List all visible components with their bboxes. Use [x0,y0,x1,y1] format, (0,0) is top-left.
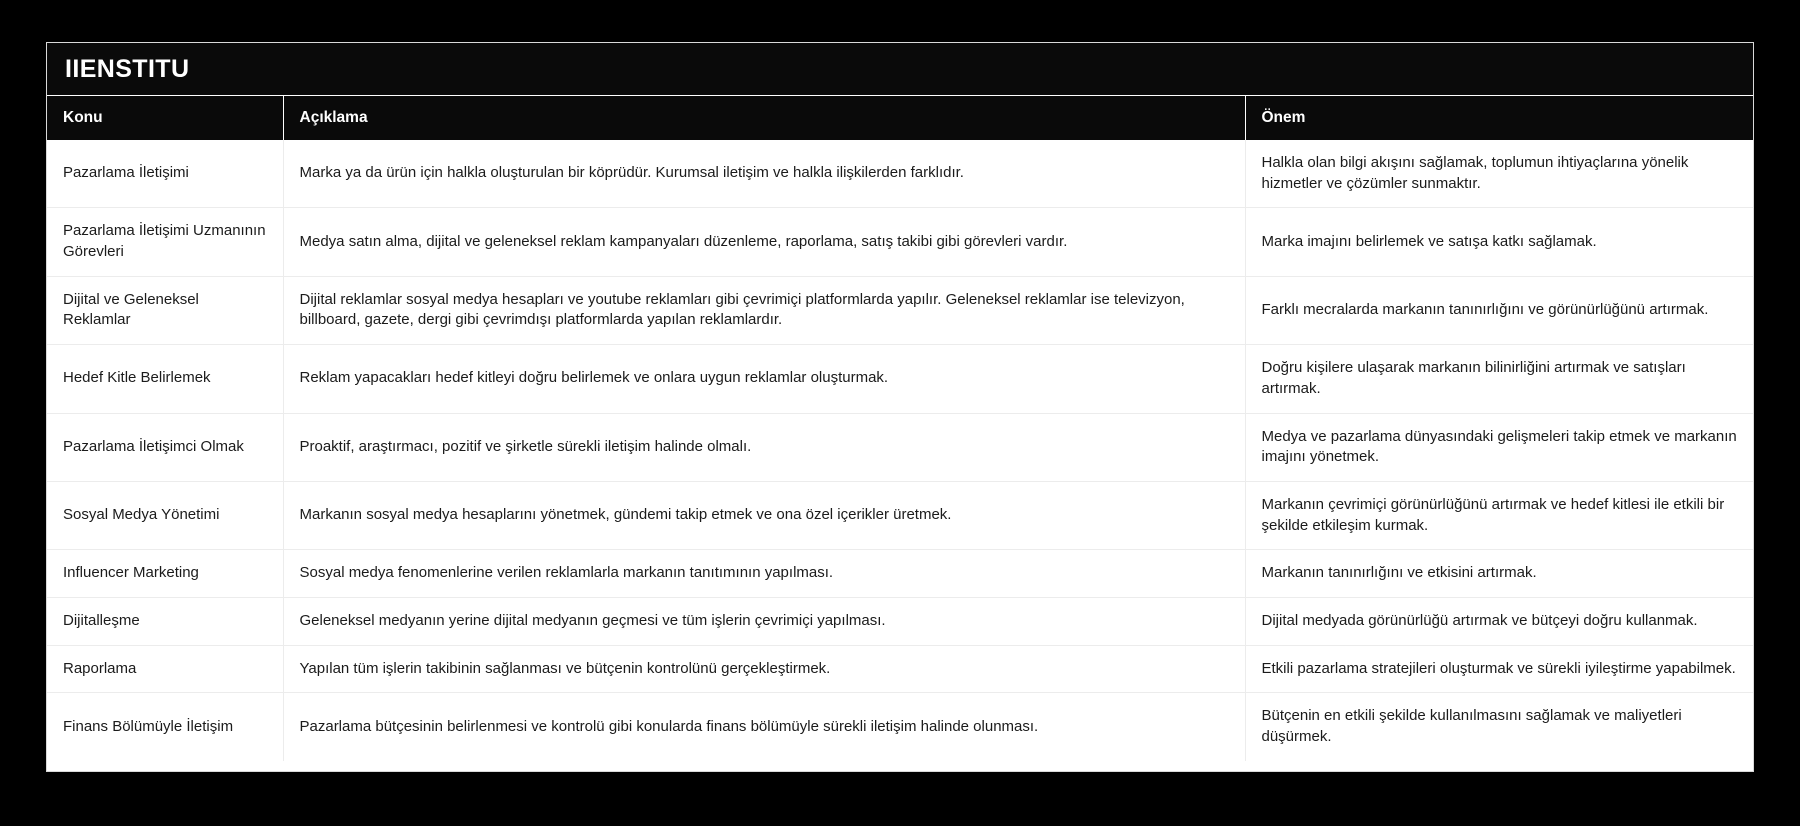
cell-konu: Sosyal Medya Yönetimi [47,481,283,549]
cell-aciklama: Dijital reklamlar sosyal medya hesapları ve youtube reklamları gibi çevrimiçi platformlarda yapılır. Geleneksel reklamlar ise televizyon, billboard, gazete, dergi gibi çevrimdışı platformlarda yapılan reklamlardır. [283,276,1245,344]
cell-onem: Medya ve pazarlama dünyasındaki gelişmeleri takip etmek ve markanın imajını yönetmek. [1245,413,1753,481]
cell-onem: Doğru kişilere ulaşarak markanın bilinirliğini artırmak ve satışları artırmak. [1245,345,1753,413]
cell-onem: Etkili pazarlama stratejileri oluşturmak ve sürekli iyileştirme yapabilmek. [1245,645,1753,693]
table-row[interactable] [47,693,1753,761]
cell-konu: Raporlama [47,645,283,693]
cell-aciklama: Pazarlama bütçesinin belirlenmesi ve kontrolü gibi konularda finans bölümüyle sürekli iletişim halinde olunması. [283,693,1245,761]
table-row[interactable] [47,550,1753,598]
table-row[interactable] [47,597,1753,645]
table-header-row [47,96,1753,140]
cell-aciklama: Markanın sosyal medya hesaplarını yönetmek, gündemi takip etmek ve ona özel içerikler üretmek. [283,481,1245,549]
cell-konu: Pazarlama İletişimi Uzmanının Görevleri [47,208,283,276]
brand-header [47,43,1753,96]
cell-konu: Finans Bölümüyle İletişim [47,693,283,761]
cell-onem: Markanın tanınırlığını ve etkisini artırmak. [1245,550,1753,598]
cell-aciklama: Geleneksel medyanın yerine dijital medyanın geçmesi ve tüm işlerin çevrimiçi yapılması. [283,597,1245,645]
cell-aciklama: Yapılan tüm işlerin takibinin sağlanması ve bütçenin kontrolünü gerçekleştirmek. [283,645,1245,693]
cell-onem: Marka imajını belirlemek ve satışa katkı sağlamak. [1245,208,1753,276]
cell-konu: Hedef Kitle Belirlemek [47,345,283,413]
cell-aciklama: Proaktif, araştırmacı, pozitif ve şirketle sürekli iletişim halinde olmalı. [283,413,1245,481]
cell-onem: Halkla olan bilgi akışını sağlamak, toplumun ihtiyaçlarına yönelik hizmetler ve çözümler sunmaktır. [1245,140,1753,208]
cell-onem: Markanın çevrimiçi görünürlüğünü artırmak ve hedef kitlesi ile etkili bir şekilde etkileşim kurmak. [1245,481,1753,549]
table-row[interactable] [47,208,1753,276]
cell-konu: Pazarlama İletişimi [47,140,283,208]
cell-aciklama: Marka ya da ürün için halkla oluşturulan bir köprüdür. Kurumsal iletişim ve halkla ilişkilerden farklıdır. [283,140,1245,208]
table-row[interactable] [47,276,1753,344]
data-table [47,96,1753,761]
column-header-onem[interactable]: Önem [1245,96,1753,140]
cell-konu: Dijitalleşme [47,597,283,645]
table-row[interactable] [47,645,1753,693]
cell-konu: Pazarlama İletişimci Olmak [47,413,283,481]
cell-aciklama: Sosyal medya fenomenlerine verilen reklamlarla markanın tanıtımının yapılması. [283,550,1245,598]
table-row[interactable] [47,140,1753,208]
cell-aciklama: Medya satın alma, dijital ve geleneksel reklam kampanyaları düzenleme, raporlama, satış takibi gibi görevleri vardır. [283,208,1245,276]
column-header-aciklama[interactable]: Açıklama [283,96,1245,140]
table-row[interactable] [47,481,1753,549]
cell-aciklama: Reklam yapacakları hedef kitleyi doğru belirlemek ve onlara uygun reklamlar oluşturmak. [283,345,1245,413]
table-body [47,140,1753,761]
cell-konu: Influencer Marketing [47,550,283,598]
table-row[interactable] [47,413,1753,481]
cell-konu: Dijital ve Geleneksel Reklamlar [47,276,283,344]
cell-onem: Dijital medyada görünürlüğü artırmak ve bütçeyi doğru kullanmak. [1245,597,1753,645]
brand-title: IIENSTITU [65,54,190,83]
column-header-konu[interactable]: Konu [47,96,283,140]
table-row[interactable] [47,345,1753,413]
table-scroll-region[interactable] [47,96,1753,771]
cell-onem: Bütçenin en etkili şekilde kullanılmasını sağlamak ve maliyetleri düşürmek. [1245,693,1753,761]
cell-onem: Farklı mecralarda markanın tanınırlığını ve görünürlüğünü artırmak. [1245,276,1753,344]
content-card [46,42,1754,772]
